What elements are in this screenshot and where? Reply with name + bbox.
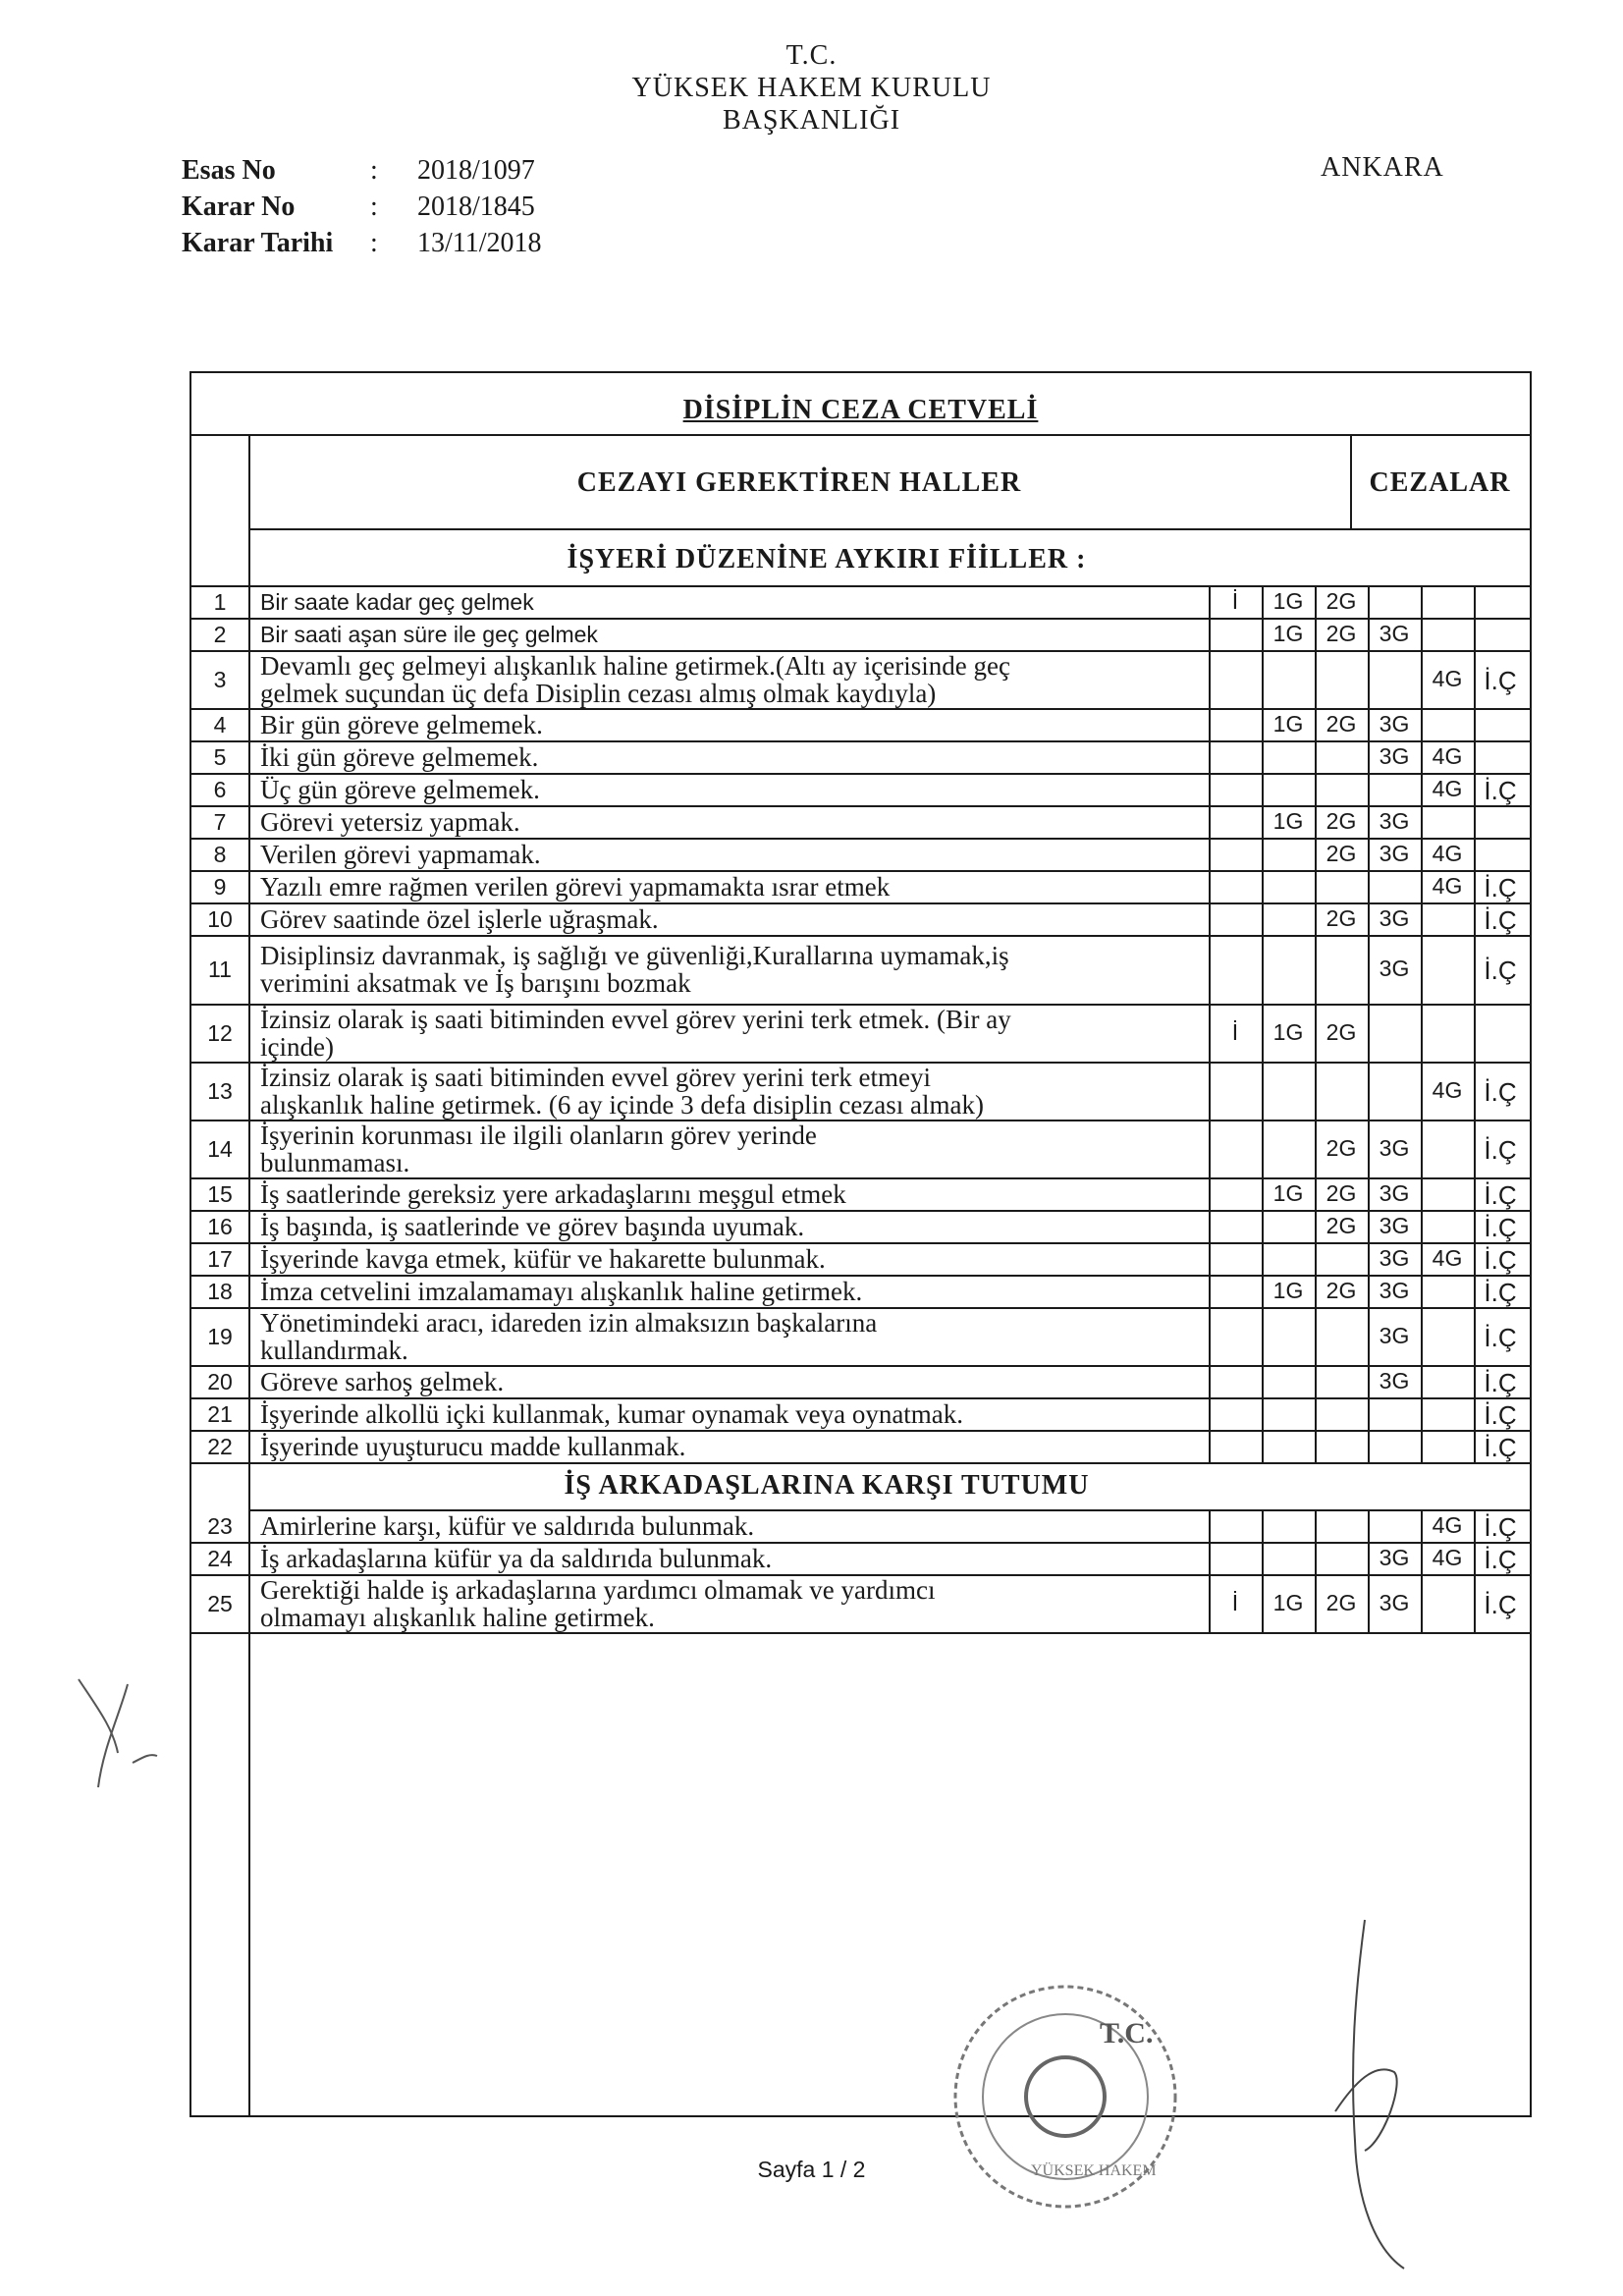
row-number: 23 xyxy=(207,1512,233,1539)
signature xyxy=(1296,1915,1463,2278)
penalty-cell: 2G xyxy=(1325,710,1357,737)
row-number: 17 xyxy=(207,1245,233,1272)
condition-text: kullandırmak. xyxy=(260,1335,408,1365)
penalty-cell: İ.Ç xyxy=(1484,1076,1517,1107)
table-rule xyxy=(191,585,248,587)
condition-text: İş arkadaşlarına küfür ya da saldırıda bulunmak. xyxy=(260,1543,773,1573)
column-header-conditions: CEZAYI GEREKTİREN HALLER xyxy=(576,467,1022,498)
svg-text:T.C.: T.C. xyxy=(1100,2017,1154,2050)
meta-label: Karar No xyxy=(182,191,296,222)
penalty-cell: İ.Ç xyxy=(1484,665,1517,695)
penalty-cell: 1G xyxy=(1272,620,1304,646)
penalty-cell: 4G xyxy=(1432,872,1463,899)
table-rule xyxy=(1421,1509,1423,1632)
penalty-cell: İ.Ç xyxy=(1484,1544,1517,1574)
penalty-cell: 2G xyxy=(1325,1179,1357,1206)
penalty-cell: 1G xyxy=(1272,710,1304,737)
condition-text: İş başında, iş saatlerinde ve görev başında uyumak. xyxy=(260,1211,805,1241)
penalty-cell: İ.Ç xyxy=(1484,872,1517,902)
condition-text: Amirlerine karşı, küfür ve saldırıda bulunmak. xyxy=(260,1510,755,1541)
condition-text: Görevi yetersiz yapmak. xyxy=(260,806,520,837)
row-number: 22 xyxy=(207,1433,233,1459)
row-number: 19 xyxy=(207,1323,233,1349)
condition-text: İmza cetvelini imzalamamayı alışkanlık haline getirmek. xyxy=(260,1276,863,1306)
row-number: 5 xyxy=(213,743,227,770)
official-seal-stamp xyxy=(913,1974,1217,2219)
section-title-colleagues: İŞ ARKADAŞLARINA KARŞI TUTUMU xyxy=(564,1470,1090,1501)
header-line-3: BAŞKANLIĞI xyxy=(722,105,901,136)
condition-text: İşyerinin korunması ile ilgili olanların görev yerinde xyxy=(260,1120,817,1150)
row-number: 21 xyxy=(207,1400,233,1427)
city-label: ANKARA xyxy=(1321,152,1444,183)
condition-text: İş saatlerinde gereksiz yere arkadaşlarını meşgul etmek xyxy=(260,1178,846,1209)
penalty-cell: 2G xyxy=(1325,620,1357,646)
penalty-cell: 3G xyxy=(1379,1322,1410,1348)
row-number: 9 xyxy=(213,873,227,900)
penalty-cell: İ xyxy=(1231,587,1239,614)
condition-text: İşyerinde alkollü içki kullanmak, kumar oynamak veya oynatmak. xyxy=(260,1398,964,1429)
condition-text: Yönetimindeki aracı, idareden izin almaksızın başkalarına xyxy=(260,1307,878,1338)
row-number: 1 xyxy=(213,588,227,615)
penalty-table xyxy=(189,371,1532,2117)
meta-value: 2018/1097 xyxy=(417,155,535,186)
penalty-cell: 4G xyxy=(1432,742,1463,769)
penalty-cell: 3G xyxy=(1379,840,1410,866)
penalty-cell: 3G xyxy=(1379,1589,1410,1615)
svg-text:YÜKSEK HAKEM: YÜKSEK HAKEM xyxy=(1031,2162,1157,2179)
table-rule xyxy=(1368,1509,1370,1632)
condition-text: İşyerinde kavga etmek, küfür ve hakarette bulunmak. xyxy=(260,1243,826,1274)
penalty-cell: İ xyxy=(1231,1589,1239,1615)
condition-text: Verilen görevi yapmamak. xyxy=(260,839,541,869)
penalty-cell: 4G xyxy=(1432,1511,1463,1538)
condition-text: Bir saate kadar geç gelmek xyxy=(260,588,534,615)
meta-label: Karar Tarihi xyxy=(182,228,334,258)
penalty-cell: İ.Ç xyxy=(1484,1212,1517,1242)
table-title: DİSİPLİN CEZA CETVELİ xyxy=(682,395,1039,425)
penalty-cell: İ.Ç xyxy=(1484,904,1517,935)
table-rule xyxy=(1315,1509,1317,1632)
table-rule xyxy=(1262,1509,1264,1632)
penalty-cell: 3G xyxy=(1379,1134,1410,1161)
header-line-1: T.C. xyxy=(785,40,838,71)
condition-text: İki gün göreve gelmemek. xyxy=(260,741,539,772)
meta-label: Esas No xyxy=(182,155,276,186)
row-number: 10 xyxy=(207,905,233,932)
penalty-cell: 4G xyxy=(1432,1544,1463,1570)
meta-value: 2018/1845 xyxy=(417,191,535,222)
handwritten-mark xyxy=(59,1660,177,1797)
penalty-cell: 3G xyxy=(1379,1544,1410,1570)
condition-text: verimini aksatmak ve İş barışını bozmak xyxy=(260,968,691,998)
table-rule xyxy=(191,1462,1530,1464)
penalty-cell: 3G xyxy=(1379,742,1410,769)
condition-text: İzinsiz olarak iş saati bitiminden evvel görev yerini terk etmek. (Bir ay xyxy=(260,1004,1011,1034)
penalty-cell: 1G xyxy=(1272,1179,1304,1206)
penalty-cell: 1G xyxy=(1272,1589,1304,1615)
table-rule xyxy=(1368,585,1370,1462)
table-rule xyxy=(1421,585,1423,1462)
penalty-cell: 3G xyxy=(1379,1212,1410,1238)
condition-text: Görev saatinde özel işlerle uğraşmak. xyxy=(260,903,659,934)
penalty-cell: 2G xyxy=(1325,587,1357,614)
penalty-cell: İ.Ç xyxy=(1484,1134,1517,1165)
table-rule xyxy=(1474,1509,1476,1632)
penalty-cell: İ.Ç xyxy=(1484,1367,1517,1397)
condition-text: Üç gün göreve gelmemek. xyxy=(260,774,540,804)
table-rule xyxy=(1474,585,1476,1462)
table-rule xyxy=(191,1632,1530,1634)
penalty-cell: 3G xyxy=(1379,904,1410,931)
row-number: 24 xyxy=(207,1545,233,1571)
row-number: 6 xyxy=(213,776,227,802)
penalty-cell: 1G xyxy=(1272,1277,1304,1303)
row-number: 4 xyxy=(213,711,227,738)
penalty-cell: 3G xyxy=(1379,620,1410,646)
penalty-cell: 2G xyxy=(1325,807,1357,834)
condition-text: Yazılı emre rağmen verilen görevi yapmamakta ısrar etmek xyxy=(260,871,891,902)
header-line-2: YÜKSEK HAKEM KURULU xyxy=(631,73,992,103)
penalty-cell: 1G xyxy=(1272,807,1304,834)
condition-text: Göreve sarhoş gelmek. xyxy=(260,1366,505,1396)
penalty-cell: 2G xyxy=(1325,1018,1357,1045)
case-meta xyxy=(182,152,542,261)
document-header xyxy=(0,39,1623,137)
penalty-cell: 3G xyxy=(1379,710,1410,737)
condition-text: bulunmaması. xyxy=(260,1147,410,1177)
penalty-cell: İ.Ç xyxy=(1484,1399,1517,1430)
penalty-cell: 2G xyxy=(1325,904,1357,931)
condition-text: Bir saati aşan süre ile geç gelmek xyxy=(260,621,598,647)
meta-row-tarih: Karar Tarihi : 13/11/2018 xyxy=(182,225,542,261)
penalty-cell: 3G xyxy=(1379,1244,1410,1271)
table-rule xyxy=(1209,1509,1211,1632)
penalty-cell: 3G xyxy=(1379,1367,1410,1394)
penalty-cell: 3G xyxy=(1379,1277,1410,1303)
condition-text: Bir gün göreve gelmemek. xyxy=(260,709,543,739)
table-rule xyxy=(191,434,1530,436)
row-number: 16 xyxy=(207,1213,233,1239)
meta-value: 13/11/2018 xyxy=(417,228,542,258)
condition-text: olmamayı alışkanlık haline getirmek. xyxy=(260,1602,655,1632)
penalty-cell: İ.Ç xyxy=(1484,956,1517,985)
row-number: 20 xyxy=(207,1368,233,1394)
penalty-cell: İ.Ç xyxy=(1484,775,1517,805)
penalty-cell: 4G xyxy=(1432,1244,1463,1271)
table-rule xyxy=(1315,585,1317,1462)
column-header-penalties: CEZALAR xyxy=(1369,467,1511,498)
penalty-cell: 2G xyxy=(1325,1212,1357,1238)
condition-text: İşyerinde uyuşturucu madde kullanmak. xyxy=(260,1431,686,1461)
penalty-cell: İ.Ç xyxy=(1484,1277,1517,1307)
condition-text: Disiplinsiz davranmak, iş sağlığı ve güvenliği,Kurallarına uymamak,iş xyxy=(260,941,1009,970)
row-number: 15 xyxy=(207,1180,233,1207)
penalty-cell: İ.Ç xyxy=(1484,1432,1517,1462)
condition-text: İzinsiz olarak iş saati bitiminden evvel görev yerini terk etmeyi xyxy=(260,1062,932,1092)
condition-text: gelmek suçundan üç defa Disiplin cezası almış olmak kaydıyla) xyxy=(260,678,937,708)
page-number: Sayfa 1 / 2 xyxy=(757,2157,866,2182)
row-number: 13 xyxy=(207,1077,233,1104)
table-rule xyxy=(191,935,1530,937)
condition-text: Devamlı geç gelmeyi alışkanlık haline getirmek.(Altı ay içerisinde geç xyxy=(260,650,1010,681)
penalty-cell: 1G xyxy=(1272,587,1304,614)
penalty-cell: 4G xyxy=(1432,775,1463,801)
penalty-cell: 3G xyxy=(1379,1179,1410,1206)
penalty-cell: 4G xyxy=(1432,1076,1463,1103)
meta-row-esas: Esas No : 2018/1097 xyxy=(182,152,542,189)
row-number: 12 xyxy=(207,1019,233,1046)
penalty-cell: 4G xyxy=(1432,665,1463,691)
penalty-cell: İ.Ç xyxy=(1484,1244,1517,1275)
penalty-cell: 2G xyxy=(1325,1134,1357,1161)
penalty-cell: İ.Ç xyxy=(1484,1179,1517,1210)
penalty-cell: İ.Ç xyxy=(1484,1511,1517,1542)
section-title-workplace: İŞYERİ DÜZENİNE AYKIRI FİİLLER : xyxy=(567,544,1087,574)
penalty-cell: İ.Ç xyxy=(1484,1589,1517,1619)
penalty-cell: 2G xyxy=(1325,1589,1357,1615)
condition-text: içinde) xyxy=(260,1031,334,1062)
penalty-cell: İ xyxy=(1231,1018,1239,1045)
penalty-cell: 4G xyxy=(1432,840,1463,866)
penalty-cell: İ.Ç xyxy=(1484,1322,1517,1352)
table-rule xyxy=(1262,585,1264,1462)
row-number: 3 xyxy=(213,666,227,692)
penalty-cell: 1G xyxy=(1272,1018,1304,1045)
table-rule xyxy=(248,528,1530,530)
penalty-cell: 2G xyxy=(1325,840,1357,866)
penalty-cell: 3G xyxy=(1379,807,1410,834)
row-number: 7 xyxy=(213,808,227,835)
row-number: 11 xyxy=(208,957,232,982)
condition-text: Gerektiği halde iş arkadaşlarına yardımcı olmamak ve yardımcı xyxy=(260,1574,936,1605)
row-number: 25 xyxy=(207,1590,233,1616)
row-number: 2 xyxy=(213,621,227,647)
row-number: 14 xyxy=(207,1135,233,1162)
row-number: 18 xyxy=(207,1278,233,1304)
penalty-cell: 3G xyxy=(1379,956,1410,981)
meta-row-karar: Karar No : 2018/1845 xyxy=(182,189,542,225)
condition-text: alışkanlık haline getirmek. (6 ay içinde 3 defa disiplin cezası almak) xyxy=(260,1089,984,1120)
row-number: 8 xyxy=(213,841,227,867)
table-rule xyxy=(1209,585,1211,1462)
penalty-cell: 2G xyxy=(1325,1277,1357,1303)
